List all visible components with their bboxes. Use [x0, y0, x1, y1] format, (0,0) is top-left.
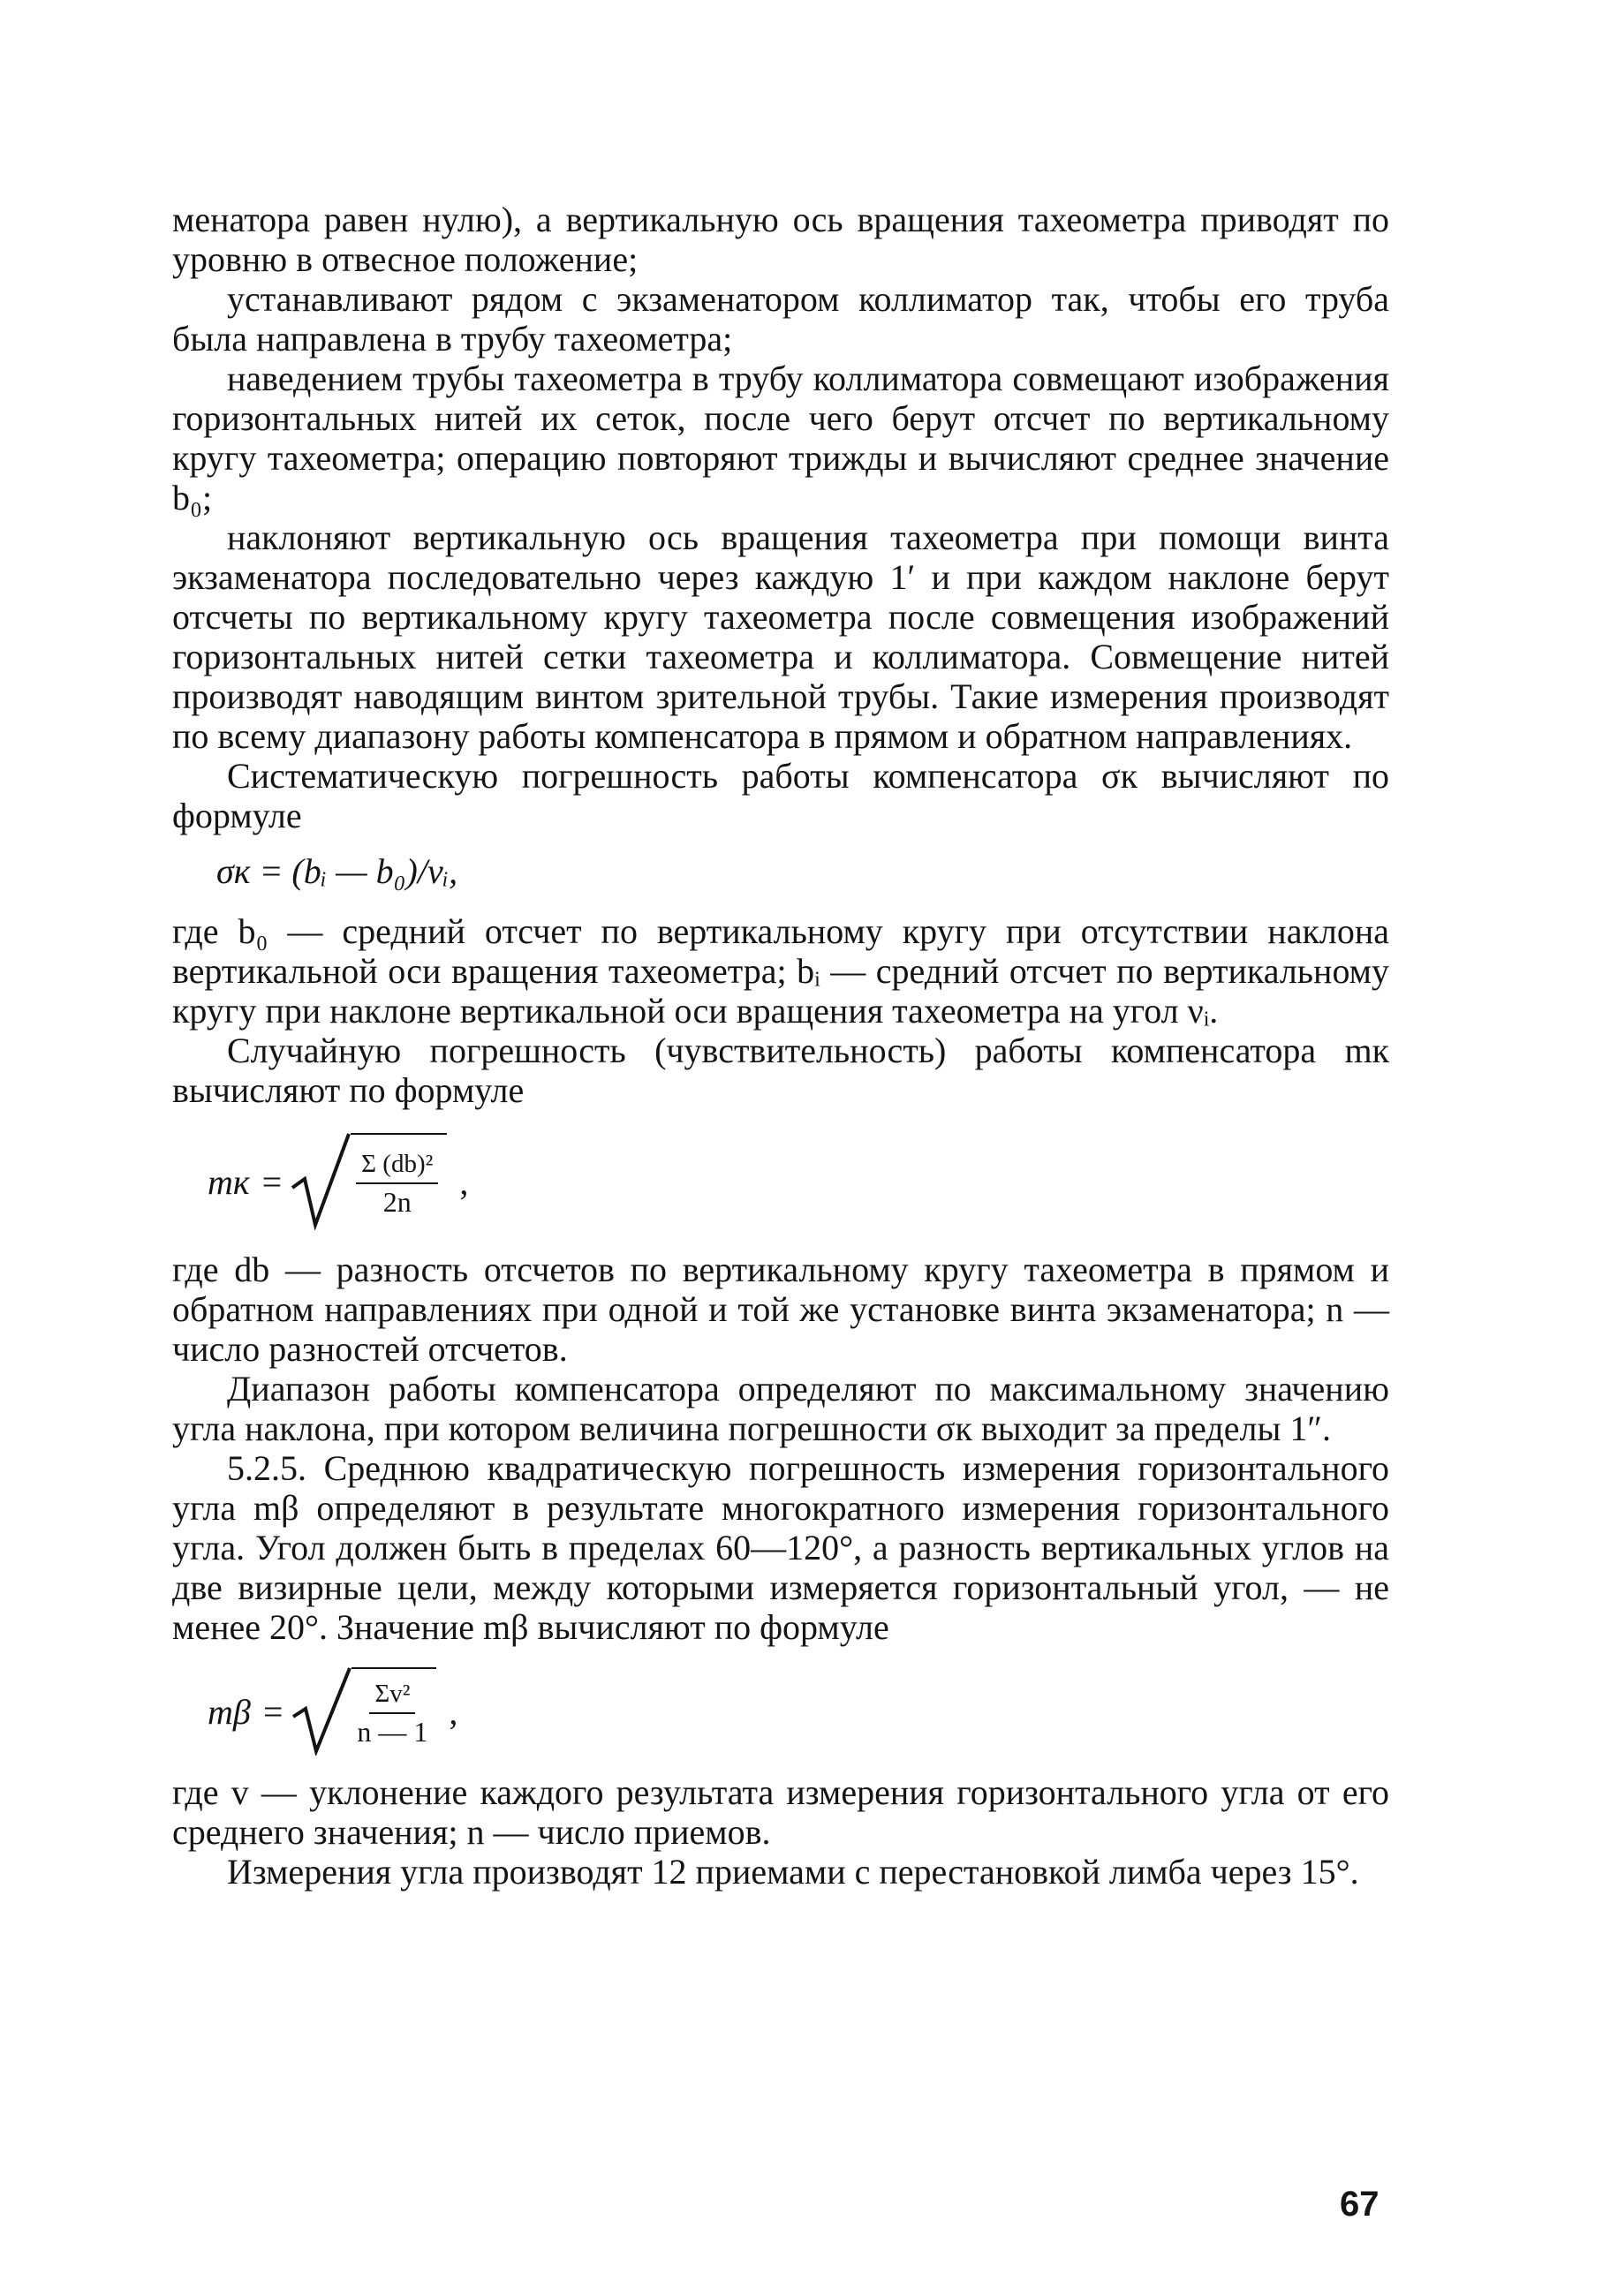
formula-m-k-equals: = — [261, 1161, 283, 1202]
paragraph-11: где v — уклонение каждого результата измерения горизонтального угла от его среднего значения; n — число приемов. — [172, 1772, 1389, 1852]
paragraph-1: менатора равен нулю), а вертикальную ось вращения тахеометра приводят по уровню в отвесное положение; — [172, 200, 1389, 279]
paragraph-12: Измерения угла производят 12 приемами с перестановкой лимба через 15°. — [227, 1852, 1359, 1892]
formula-m-beta-numerator: Σv² — [369, 1679, 415, 1714]
body-text — [172, 200, 1389, 1892]
formula-m-k-punct: , — [459, 1161, 469, 1202]
paragraph-2: устанавливают рядом с экзаменатором коллиматор так, чтобы его труба была направлена в трубу тахеометра; — [172, 279, 1389, 359]
formula-m-k-denominator: 2n — [382, 1186, 412, 1218]
square-root-icon — [289, 1133, 351, 1230]
formula-m-k — [172, 1124, 1389, 1239]
formula-m-k-radical — [289, 1133, 447, 1230]
formula-m-beta-radical — [290, 1667, 436, 1756]
formula-sigma-k-text: σк = (bᵢ — b₀)/νᵢ, — [216, 850, 458, 891]
paragraph-7: Случайную погрешность (чувствительность) работы компенсатора mк вычисляют по формуле — [172, 1031, 1389, 1110]
square-root-icon — [290, 1667, 351, 1756]
paragraph-9: Диапазон работы компенсатора определяют по максимальному значению угла наклона, при котором величина погрешности σк выходит за пределы 1″. — [172, 1369, 1389, 1448]
formula-m-k-fraction — [351, 1133, 447, 1230]
paragraph-10: 5.2.5. Среднюю квадратическую погрешность измерения горизонтального угла mβ определяют в результате многократного измерения горизонтального угла. Угол должен быть в пределах 60—120°, а разность вертикальных углов на две визирные цели, между которыми измеряется горизонтальный угол, — не менее 20°. Значение mβ вычисляют по формуле — [172, 1448, 1389, 1647]
formula-m-k-lhs: mк — [208, 1161, 250, 1202]
formula-sigma-k — [172, 844, 1389, 897]
paragraph-8: где db — разность отсчетов по вертикальному кругу тахеометра в прямом и обратном направлениях при одной и той же установке винта экзаменатора; n — число разностей отсчетов. — [172, 1250, 1389, 1369]
formula-m-beta-fraction — [351, 1667, 436, 1756]
paragraph-4: наклоняют вертикальную ось вращения тахеометра при помощи винта экзаменатора последовательно через каждую 1′ и при каждом наклоне берут отсчеты по вертикальному кругу тахеометра после совмещения изображений горизонтальных нитей сетки тахеометра и коллиматора. Совмещение нитей производят наводящим винтом зрительной трубы. Такие измерения производят по всему диапазону работы компенсатора в прямом и обратном направлениях. — [172, 517, 1389, 756]
formula-m-beta-equals: = — [262, 1691, 283, 1732]
page-number: 67 — [1340, 2185, 1379, 2224]
formula-m-beta — [172, 1659, 1389, 1764]
paragraph-3: наведением трубы тахеометра в трубу коллиматора совмещают изображения горизонтальных нитей их сеток, после чего берут отсчет по вертикальному кругу тахеометра; операцию повторяют трижды и вычисляют среднее значение b₀; — [172, 359, 1389, 517]
formula-m-beta-denominator: n — 1 — [357, 1716, 428, 1748]
paragraph-6: где b₀ — средний отсчет по вертикальному кругу при отсутствии наклона вертикальной оси вращения тахеометра; bᵢ — средний отсчет по вертикальному кругу при наклоне вертикальной оси вращения тахеометра на угол νᵢ. — [172, 911, 1389, 1031]
paragraph-5: Систематическую погрешность работы компенсатора σк вычисляют по формуле — [172, 756, 1389, 835]
formula-m-beta-punct: , — [449, 1691, 458, 1732]
formula-m-k-numerator: Σ (db)² — [356, 1149, 438, 1184]
formula-m-beta-lhs: mβ — [208, 1691, 251, 1732]
